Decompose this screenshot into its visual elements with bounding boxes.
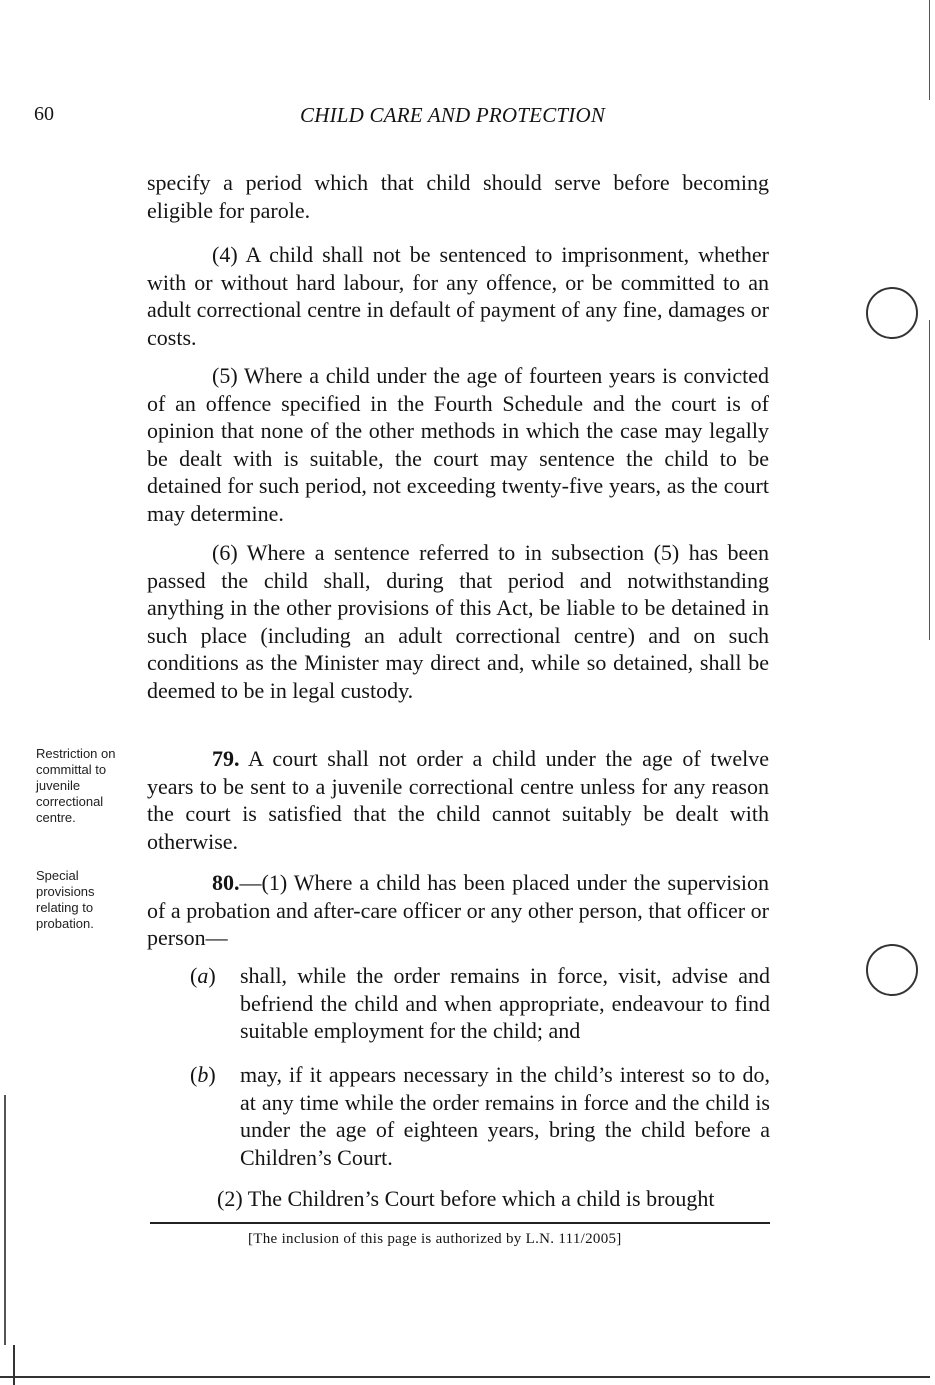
- section-80-subsection-1: [147, 869, 769, 952]
- paragraph-subsection-6: (6) Where a sentence referred to in subsection (5) has been passed the child shall, during that period and notwithstanding anything in the other provisions of this Act, be liable to be detained in such place (including an adult correctional centre) and on such conditions as the Minister may direct and, while so detained, shall be deemed to be in legal custody.: [147, 540, 769, 703]
- left-edge-line: [4, 1095, 6, 1345]
- list-item-a-label: (a): [190, 963, 216, 988]
- bottom-rule: [0, 1376, 930, 1378]
- section-80-number: 80.: [212, 870, 240, 895]
- section-80-subsection-2: (2) The Children’s Court before which a child is brought: [217, 1186, 715, 1211]
- paragraph-subsection-4: (4) A child shall not be sentenced to imprisonment, whether with or without hard labour, for any offence, or be committed to an adult correctional centre in default of payment of any fine, damages or costs.: [147, 242, 769, 350]
- punch-hole-top: [866, 287, 918, 339]
- paragraph-continuation: specify a period which that child should serve before becoming eligible for parole.: [147, 170, 769, 223]
- footer-note: [The inclusion of this page is authorized by L.N. 111/2005]: [248, 1231, 622, 1247]
- list-item-b: [190, 1061, 770, 1171]
- section-79-text: A court shall not order a child under the age of twelve years to be sent to a juvenile correctional centre unless for any reason the court is satisfied that the child cannot suitably be dealt with otherwise.: [147, 746, 769, 854]
- margin-note-section-80: Special provisions relating to probation.: [36, 868, 95, 931]
- right-edge-line: [929, 0, 930, 100]
- right-edge-line-lower: [929, 320, 930, 640]
- list-item-b-label: (b): [190, 1062, 216, 1087]
- page-number: 60: [34, 103, 54, 125]
- punch-hole-bottom: [866, 944, 918, 996]
- paragraph-subsection-5: (5) Where a child under the age of fourteen years is convicted of an offence specified in the Fourth Schedule and the court is of opinion that none of the other methods in which the case may legally be dealt with is suitable, the court may sentence the child to be detained for such period, not exceeding twenty-five years, as the court may determine.: [147, 363, 769, 526]
- footer-rule: [150, 1222, 770, 1224]
- crop-mark: [13, 1345, 15, 1385]
- margin-note-section-79: Restriction on committal to juvenile correctional centre.: [36, 746, 116, 825]
- running-title: CHILD CARE AND PROTECTION: [300, 103, 606, 127]
- section-80-text: —(1) Where a child has been placed under the supervision of a probation and after-care officer or any other person, that officer or person—: [147, 870, 769, 950]
- section-79: [147, 745, 769, 855]
- list-item-a-text: shall, while the order remains in force, visit, advise and befriend the child and when appropriate, endeavour to find suitable employment for the child; and: [240, 963, 770, 1043]
- list-item-a: [190, 962, 770, 1045]
- list-item-b-text: may, if it appears necessary in the child’s interest so to do, at any time while the order remains in force and the child is under the age of eighteen years, bring the child before a Children’s Court.: [240, 1062, 770, 1170]
- section-79-number: 79.: [212, 746, 240, 771]
